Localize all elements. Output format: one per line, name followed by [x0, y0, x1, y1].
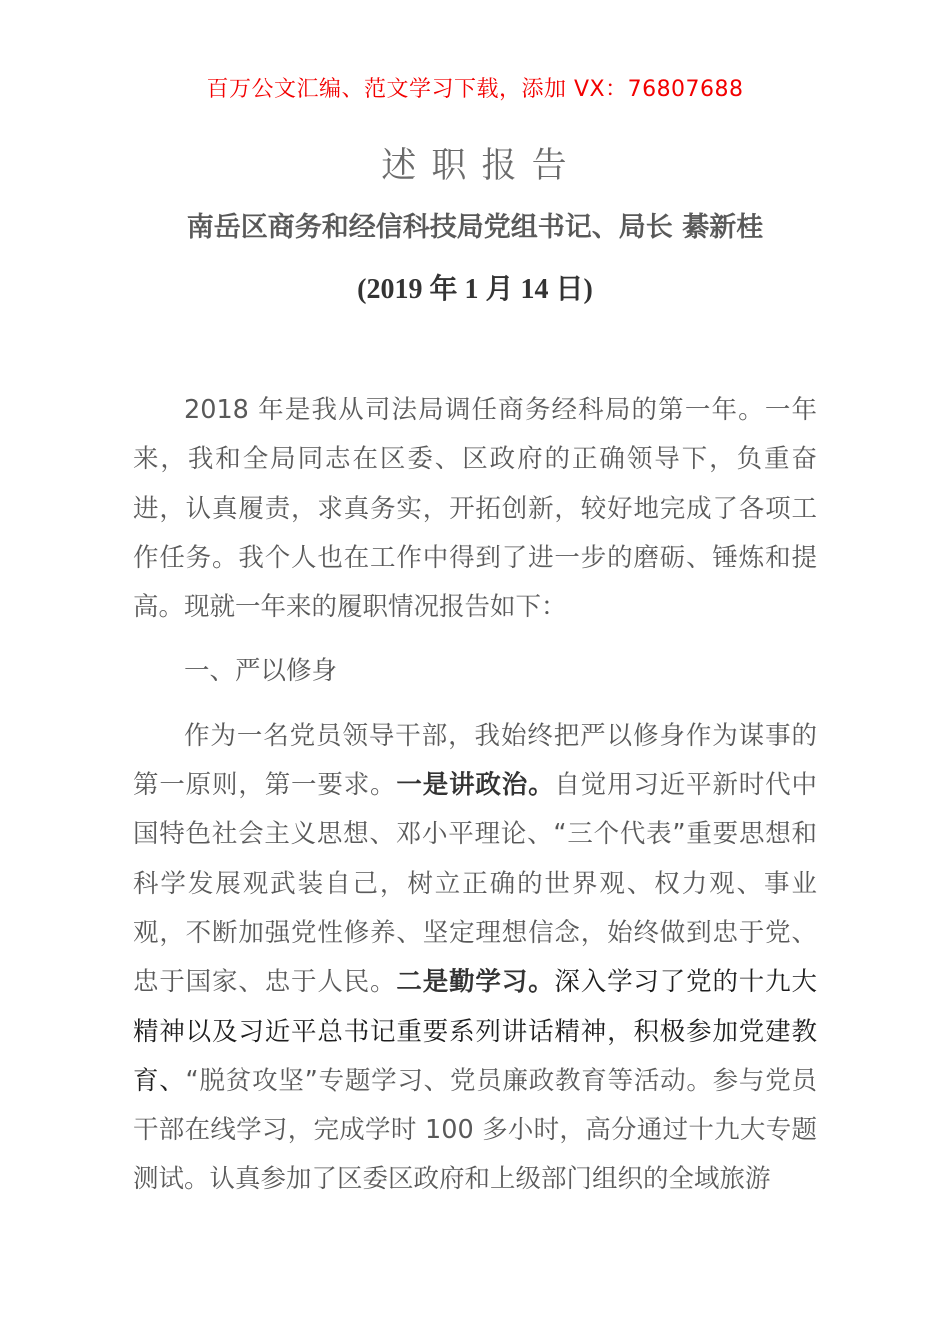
text-segment: 一是讲政治。 [396, 770, 555, 801]
doc-subtitle: 南岳区商务和经信科技局党组书记、局长 綦新桂 [186, 212, 764, 243]
doc-title: 述 职 报 告 [381, 146, 569, 186]
text-segment: 一、严以修身 [184, 656, 338, 687]
text-segment: 深入学习了党的十九大精神以及习近平总书记重要系列讲话精神，积极参加党建教育、 [133, 967, 817, 1096]
text-segment: “脱贫攻坚”专题学习、党员廉政教育等活动。参与党员干部在线学习，完成学时 100 多小时，高分通过十九大专题测试。认真参加了区委区政府和上级部门组织的全域旅游 [133, 1065, 817, 1195]
body-paragraph [133, 712, 817, 1205]
text-segment: 自觉用习近平新时代中国特色社会主义思想、邓小平理论、“三个代表”重要思想和科学发展观武装自己，树立正确的世界观、权力观、事业观，不断加强党性修养、坚定理想信念，始终做到忠于党、忠于国家、忠于人民。 [133, 770, 817, 998]
doc-body [0, 386, 950, 1205]
promo-banner: 百万公文汇编、范文学习下载，添加 VX：76807688 [206, 77, 744, 102]
body-paragraph [133, 386, 817, 632]
text-segment: 二是勤学习。 [396, 967, 555, 998]
text-segment: 2018 年是我从司法局调任商务经科局的第一年。一年来，我和全局同志在区委、区政府的正确领导下，负重奋进，认真履责，求真务实，开拓创新，较好地完成了各项工作任务。我个人也在工作中得到了进一步的磨砺、锤炼和提高。现就一年来的履职情况报告如下： [133, 395, 817, 623]
section-heading [133, 647, 817, 696]
doc-date: (2019 年 1 月 14 日) [357, 274, 593, 305]
text-segment: 作为一名党员领导干部，我始终把严以修身作为谋事的第一原则，第一要求。 [133, 720, 817, 801]
